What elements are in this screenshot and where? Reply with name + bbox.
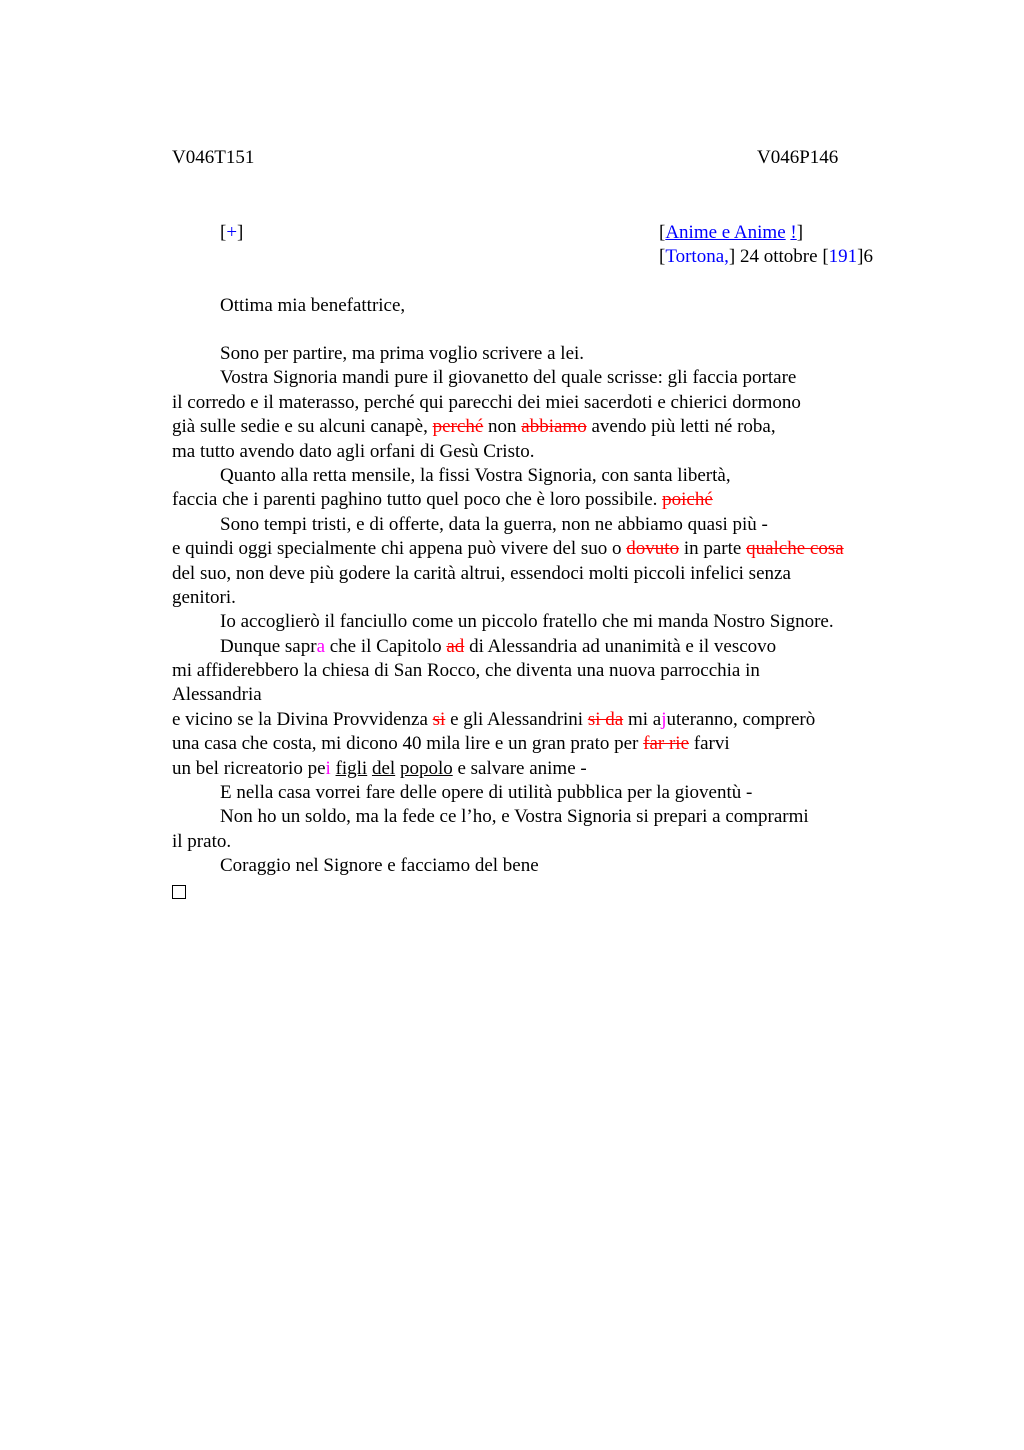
bracket: ]	[237, 222, 244, 243]
text: Dunque sapr	[220, 635, 317, 657]
deletion: dovuto	[626, 538, 680, 560]
underlined-text: figli	[335, 757, 368, 779]
letter-title	[659, 221, 803, 245]
body-line: Io accoglierò il fanciullo come un piccolo fratello che mi manda Nostro Signore.	[220, 611, 834, 633]
text: e salvare anime -	[452, 757, 587, 779]
body-line: Sono per partire, ma prima voglio scrivere a lei.	[220, 343, 585, 364]
body-line: il corredo e il materasso, perché qui parecchi dei miei sacerdoti e chierici dormono	[172, 391, 801, 413]
bracket: [	[822, 246, 829, 267]
end-mark-row	[172, 879, 912, 903]
date-text: 24 ottobre	[735, 246, 823, 267]
bracket: ]	[728, 246, 736, 267]
text: già sulle sedie e su alcuni canapè,	[172, 416, 433, 438]
body-line	[172, 415, 912, 439]
body-line: genitori.	[172, 586, 236, 608]
text: e vicino se la Divina Provvidenza	[172, 708, 433, 730]
insertion: i	[325, 757, 331, 779]
body-line	[172, 537, 912, 561]
body-line	[172, 757, 912, 781]
insertion: a	[316, 635, 325, 657]
underlined-text: del	[371, 757, 396, 779]
body-line	[172, 708, 912, 732]
bracket: [	[220, 222, 227, 243]
body-line: ma tutto avendo dato agli orfani di Gesù Cristo.	[172, 440, 535, 462]
text: faccia che i parenti paghino tutto quel poco che è loro possibile.	[172, 489, 663, 511]
body-line: mi affiderebbero la chiesa di San Rocco, che diventa una nuova parrocchia in	[172, 660, 760, 682]
letter-body	[172, 342, 912, 903]
body-line: Coraggio nel Signore e facciamo del bene	[220, 855, 539, 877]
body-line: Non ho un soldo, ma la fede ce l’ho, e Vostra Signoria si prepari a comprarmi	[220, 806, 809, 828]
text: farvi	[689, 733, 730, 755]
underlined-text: popolo	[399, 757, 453, 779]
body-line: Alessandria	[172, 684, 262, 706]
bracket: [	[659, 246, 666, 267]
title-link[interactable]: Anime e Anime	[665, 222, 786, 243]
body-line: il prato.	[172, 830, 232, 852]
text: un bel ricreatorio pe	[172, 757, 326, 779]
deletion: ad	[446, 635, 465, 657]
bracket: ]	[796, 222, 804, 243]
insertion: j	[661, 708, 667, 730]
text: e gli Alessandrini	[445, 708, 588, 730]
deletion: poiché	[662, 489, 713, 511]
body-line	[172, 732, 912, 756]
text: che il Capitolo	[325, 635, 447, 657]
square-outline-icon	[172, 885, 186, 899]
plus-link[interactable]: +	[226, 222, 238, 243]
body-line	[172, 635, 912, 659]
title-bang-link[interactable]: !	[790, 222, 797, 243]
document-code-left: V046T151	[172, 147, 255, 168]
letter-date	[659, 245, 873, 269]
text: non	[483, 416, 522, 438]
body-line: Sono tempi tristi, e di offerte, data la guerra, non ne abbiamo quasi più -	[220, 513, 768, 535]
deletion: si da	[587, 708, 624, 730]
body-line: del suo, non deve più godere la carità altrui, essendoci molti piccoli infelici senza	[172, 562, 791, 584]
deletion: perché	[432, 416, 484, 438]
text: e quindi oggi specialmente chi appena può vivere del suo o	[172, 538, 627, 560]
text: avendo più letti né roba,	[586, 416, 776, 438]
salutation: Ottima mia benefattrice,	[220, 295, 406, 316]
year-link[interactable]: 191	[828, 246, 858, 267]
body-line: Quanto alla retta mensile, la fissi Vostra Signoria, con santa libertà,	[220, 464, 731, 486]
deletion: qualche cosa	[746, 538, 844, 560]
bracket: ]	[857, 246, 864, 267]
text: mi a	[623, 708, 662, 730]
body-line	[172, 488, 912, 512]
text: uteranno, comprerò	[666, 708, 816, 730]
year-tail: 6	[863, 246, 873, 267]
body-line: Vostra Signoria mandi pure il giovanetto del quale scrisse: gli faccia portare	[220, 367, 797, 389]
plus-marker	[220, 221, 243, 245]
text: una casa che costa, mi dicono 40 mila lire e un gran prato per	[172, 733, 644, 755]
document-code-right: V046P146	[757, 147, 839, 168]
body-line: E nella casa vorrei fare delle opere di utilità pubblica per la gioventù -	[220, 782, 753, 804]
place-link[interactable]: Tortona,	[665, 246, 729, 267]
deletion: abbiamo	[521, 416, 587, 438]
text: di Alessandria ad unanimità e il vescovo	[464, 635, 777, 657]
deletion: si	[432, 708, 446, 730]
bracket: [	[659, 222, 666, 243]
deletion: far rie	[643, 733, 690, 755]
text: in parte	[679, 538, 747, 560]
